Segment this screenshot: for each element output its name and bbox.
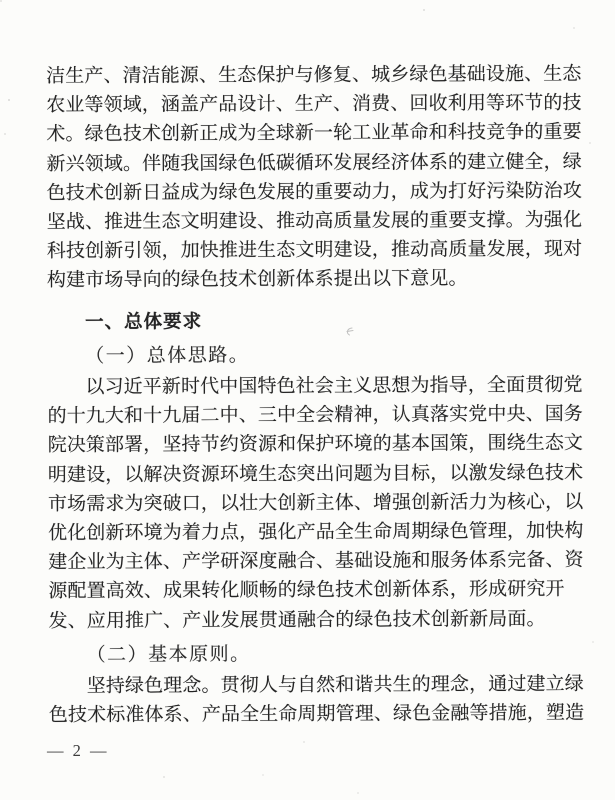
document-body: [46, 60, 583, 731]
document-text-line: 农业等领域，涵盖产品设计、生产、消费、回收利用等环节的技: [46, 92, 582, 117]
pen-mark-artifact: [343, 326, 355, 338]
document-text-line: 院决策部署，坚持节约资源和保护环境的基本国策，围绕生态文: [47, 433, 584, 457]
document-text-line: 坚持绿色理念。贯彻人与自然和谐共生的理念，通过建立绿: [86, 673, 584, 697]
sub-section-heading: （一）总体思路。: [85, 344, 250, 367]
section-heading: 一、总体要求: [85, 310, 203, 333]
document-text-line: 源配置高效、成果转化顺畅的绿色技术创新体系，形成研究开: [48, 579, 565, 603]
document-text-line: 色技术标准体系、产品全生命周期管理、绿色金融等措施，塑造: [48, 702, 585, 727]
document-text-line: 色技术创新日益成为绿色发展的重要动力，成为打好污染防治攻: [46, 180, 582, 204]
sub-section-heading: （二）基本原则。: [86, 643, 251, 666]
document-text-line: 明建设，以解决资源环境生态突出问题为目标，以激发绿色技术: [47, 462, 584, 486]
document-text-line: 洁生产、清洁能源、生态保护与修复、城乡绿色基础设施、生态: [46, 63, 582, 87]
document-text-line: 的十九大和十九届二中、三中全会精神，认真落实党中央、国务: [47, 403, 583, 428]
document-text-line: 以习近平新时代中国特色社会主义思想为指导，全面贯彻党: [85, 374, 583, 398]
document-text-line: 新兴领域。伴随我国绿色低碳循环发展经济体系的建立健全，绿: [46, 151, 582, 175]
page-number: — 2 —: [47, 741, 109, 760]
document-text-line: 科技创新引领，加快推进生态文明建设，推动高质量发展，现对: [46, 238, 583, 263]
document-text-line: 术。绿色技术创新正成为全球新一轮工业革命和科技竞争的重要: [46, 122, 582, 146]
document-text-line: 优化创新环境为着力点，强化产品全生命周期绿色管理，加快构: [48, 520, 584, 545]
document-text-line: 市场需求为突破口，以壮大创新主体、增强创新活力为核心，以: [47, 491, 584, 515]
document-text-line: 建企业为主体、产学研深度融合、基础设施和服务体系完备、资: [48, 549, 584, 574]
document-text-line: 坚战、推进生态文明建设、推动高质量发展的重要支撑。为强化: [46, 209, 583, 234]
scan-noise-speckles: [0, 0, 2, 2]
document-text-line: 发、应用推广、产业发展贯通融合的绿色技术创新新局面。: [48, 608, 546, 632]
document-text-line: 构建市场导向的绿色技术创新体系提出以下意见。: [46, 268, 468, 292]
